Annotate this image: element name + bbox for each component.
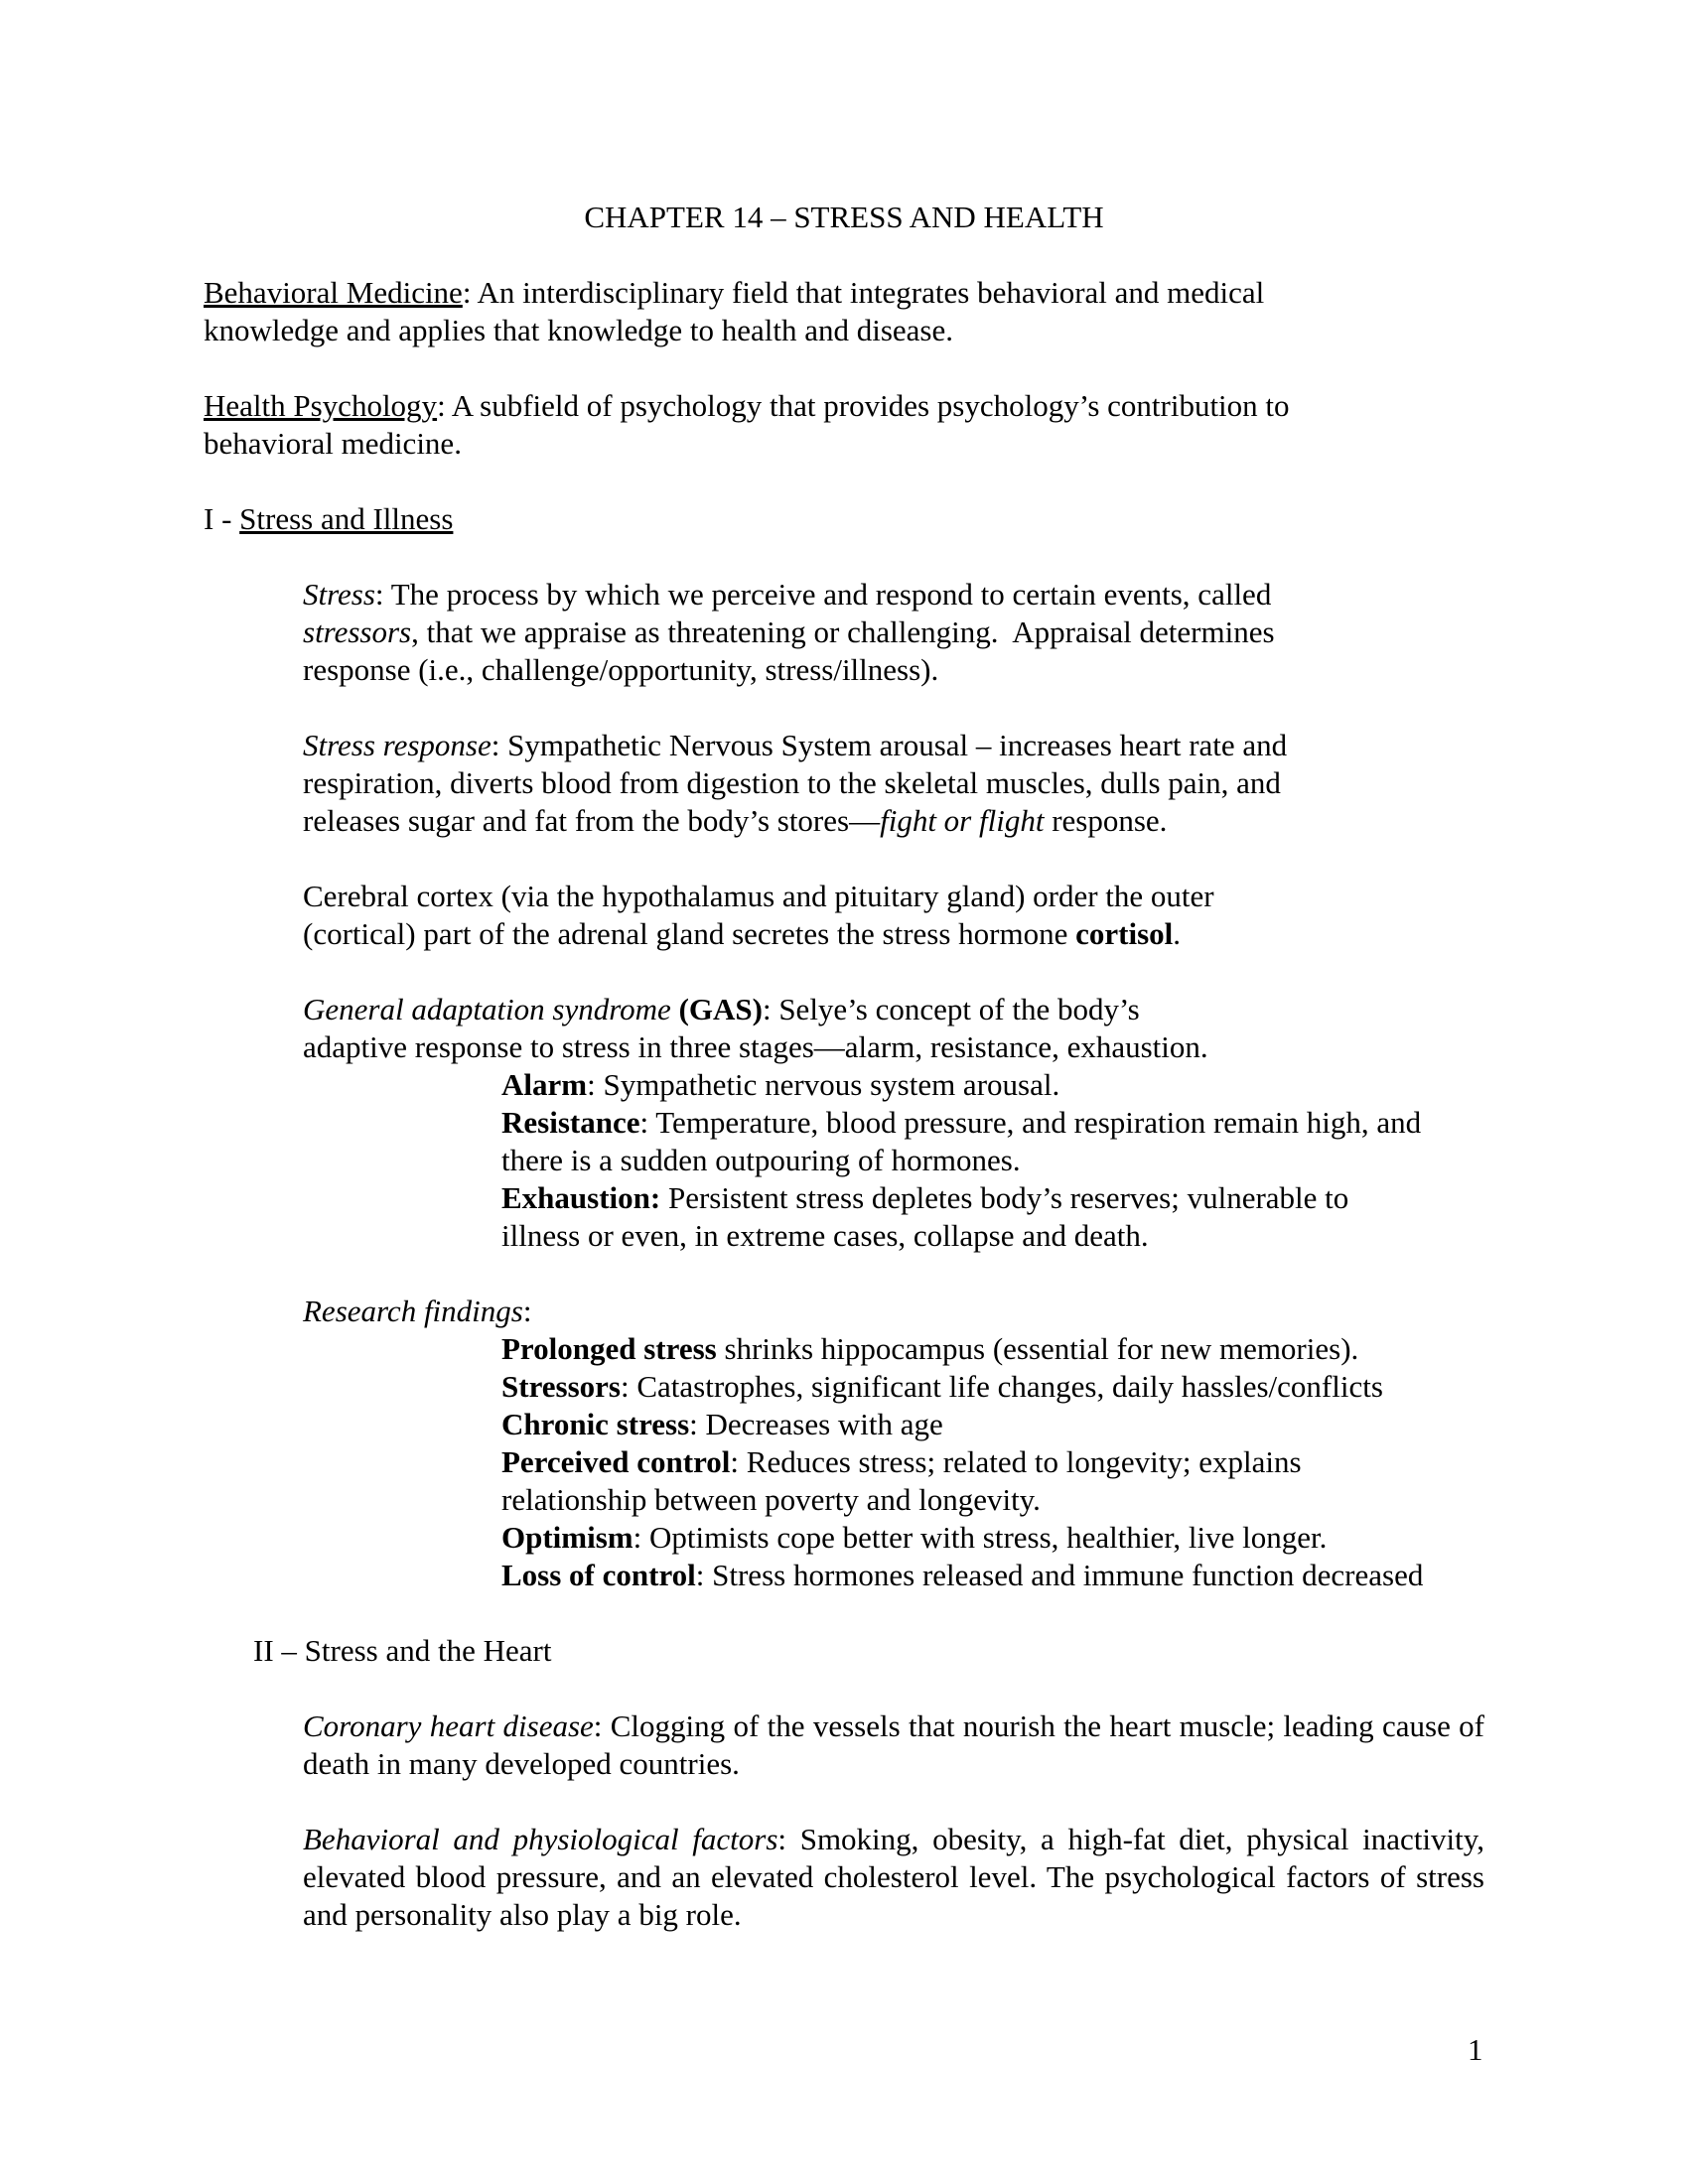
gas-intro-lines — [303, 991, 1589, 1066]
text-run: : — [522, 1294, 532, 1328]
text-run: , that we appraise as threatening or challenging. Appraisal determines — [411, 614, 1275, 649]
paragraph-research-findings — [303, 1293, 1589, 1594]
paragraph-behavioral-physiological-factors — [303, 1821, 1484, 1934]
text-run: Persistent stress depletes body’s reserves; vulnerable to — [660, 1180, 1349, 1215]
text-run: : Smoking, obesity, a high-fat diet, physical inactivity, elevated blood pressure, and an elevated cholesterol level. The psychological factors of stress and personality also play a big role. — [303, 1822, 1485, 1932]
heading-stress-and-the-heart — [253, 1632, 1589, 1670]
text-run: : The process by which we perceive and respond to certain events, called — [374, 577, 1272, 612]
text-run: : Stress hormones released and immune function decreased — [695, 1558, 1424, 1592]
text-run: Health Psychology — [204, 388, 438, 423]
text-run: : Sympathetic Nervous System arousal – increases heart rate and — [491, 728, 1288, 762]
paragraph-health-psychology — [204, 387, 1589, 463]
research-findings-label — [303, 1293, 1589, 1330]
paragraph-stress-definition — [303, 576, 1589, 689]
page-number: 1 — [1468, 2032, 1483, 2067]
text-run: Exhaustion: — [501, 1180, 661, 1215]
text-run: : Optimists cope better with stress, healthier, live longer. — [633, 1520, 1328, 1555]
text-run: Coronary heart disease — [303, 1708, 594, 1743]
document-body — [204, 199, 1589, 1972]
text-run: cortisol — [1075, 916, 1174, 951]
paragraph-behavioral-medicine — [204, 274, 1589, 349]
text-run: : Temperature, blood pressure, and respiration remain high, and — [639, 1105, 1422, 1140]
text-run: knowledge and applies that knowledge to health and disease. — [204, 313, 953, 347]
paragraph-stress-response — [303, 727, 1589, 840]
text-run: Prolonged stress — [501, 1331, 717, 1366]
text-run: Behavioral Medicine — [204, 275, 463, 310]
heading-stress-and-illness — [204, 500, 1589, 538]
text-run: behavioral medicine. — [204, 426, 462, 461]
text-run: relationship between poverty and longevity. — [501, 1482, 1041, 1517]
text-run: Optimism — [501, 1520, 633, 1555]
text-run: stressors — [303, 614, 412, 649]
paragraph-cerebral-cortex — [303, 878, 1589, 953]
text-run: : Reduces stress; related to longevity; explains — [730, 1444, 1302, 1479]
text-run: : An interdisciplinary field that integrates behavioral and medical — [462, 275, 1265, 310]
text-run: (GAS) — [678, 992, 763, 1026]
text-run: : Catastrophes, significant life changes, daily hassles/conflicts — [620, 1369, 1383, 1404]
text-run: respiration, diverts blood from digestion to the skeletal muscles, dulls pain, and — [303, 765, 1281, 800]
text-run: : Sympathetic nervous system arousal. — [587, 1067, 1060, 1102]
text-run — [671, 992, 679, 1026]
text-run: shrinks hippocampus (essential for new memories). — [716, 1331, 1359, 1366]
text-run: Loss of control — [501, 1558, 696, 1592]
paragraph-general-adaptation-syndrome — [303, 991, 1589, 1255]
text-run: Resistance — [501, 1105, 640, 1140]
gas-stages-list — [501, 1066, 1589, 1255]
text-run: I - — [204, 501, 240, 536]
text-run: : Selye’s concept of the body’s — [762, 992, 1140, 1026]
text-run: Stress response — [303, 728, 492, 762]
text-run: (cortical) part of the adrenal gland secretes the stress hormone — [303, 916, 1076, 951]
text-run: II – Stress and the Heart — [253, 1633, 552, 1668]
text-run: Alarm — [501, 1067, 588, 1102]
text-run: Stress and Illness — [239, 501, 454, 536]
text-run: : Decreases with age — [689, 1407, 943, 1441]
text-run: response. — [1044, 803, 1168, 838]
text-run: Behavioral and physiological factors — [303, 1822, 778, 1856]
text-run: Stressors — [501, 1369, 621, 1404]
text-run: Cerebral cortex (via the hypothalamus and pituitary gland) order the outer — [303, 879, 1214, 913]
text-run: Research findings — [303, 1294, 523, 1328]
text-run: releases sugar and fat from the body’s stores— — [303, 803, 881, 838]
text-run: adaptive response to stress in three stages—alarm, resistance, exhaustion. — [303, 1029, 1208, 1064]
text-run: response (i.e., challenge/opportunity, stress/illness). — [303, 652, 939, 687]
text-run: General adaptation syndrome — [303, 992, 671, 1026]
document-title: CHAPTER 14 – STRESS AND HEALTH — [584, 200, 1104, 234]
paragraph-coronary-heart-disease — [303, 1707, 1484, 1783]
research-findings-list — [501, 1330, 1589, 1594]
text-run: Perceived control — [501, 1444, 731, 1479]
text-run: there is a sudden outpouring of hormones. — [501, 1143, 1021, 1177]
text-run: : Clogging of the vessels that nourish the heart muscle; leading cause of death in many developed countries. — [303, 1708, 1484, 1781]
text-run: Stress — [303, 577, 375, 612]
text-run: illness or even, in extreme cases, collapse and death. — [501, 1218, 1149, 1253]
text-run: fight or flight — [880, 803, 1045, 838]
text-run: Chronic stress — [501, 1407, 690, 1441]
text-run: . — [1173, 916, 1182, 951]
text-run: : A subfield of psychology that provides psychology’s contribution to — [437, 388, 1290, 423]
